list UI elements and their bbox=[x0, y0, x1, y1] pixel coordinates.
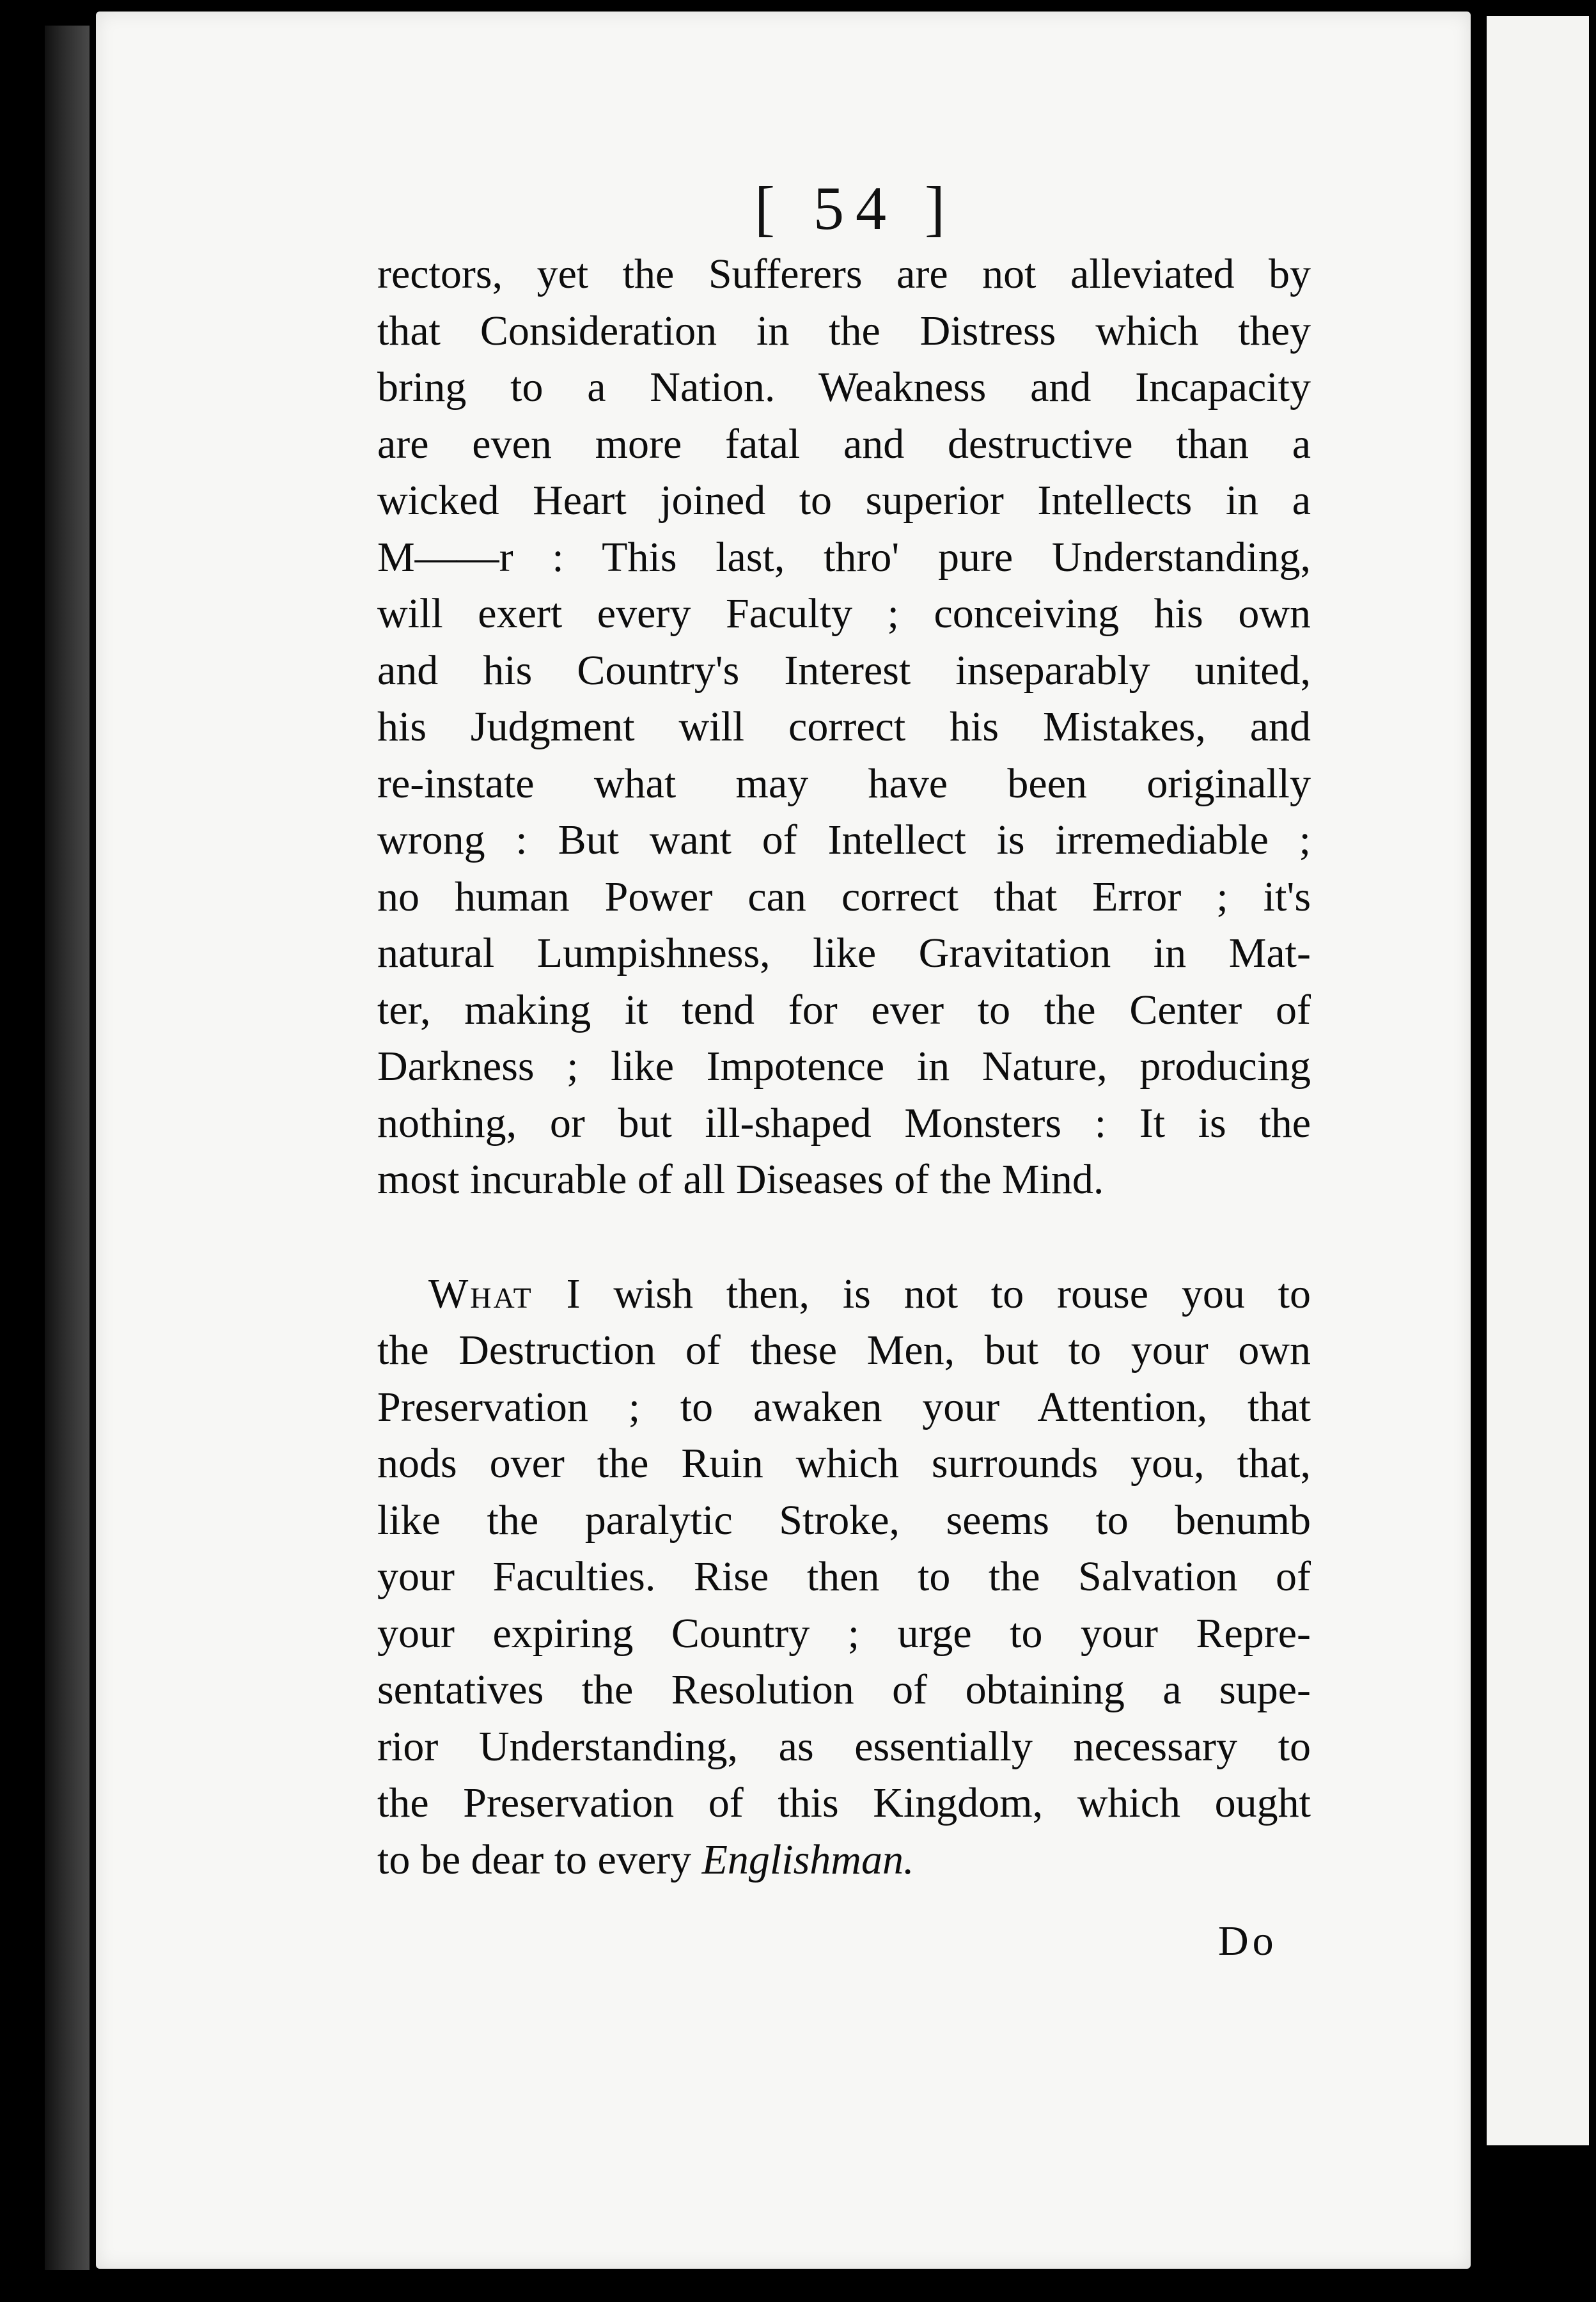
text-line: natural Lumpishness, like Gravitation in Mat- bbox=[377, 930, 1311, 976]
text-line: no human Power can correct that Error ; it's bbox=[377, 873, 1311, 920]
text-line: are even more fatal and destructive than a bbox=[377, 420, 1311, 467]
text-line bbox=[377, 1266, 1311, 1323]
text-line: wicked Heart joined to superior Intellects in a bbox=[377, 477, 1311, 524]
text-segment: to be dear to every bbox=[377, 1836, 702, 1883]
text-line: the Preservation of this Kingdom, which ought bbox=[377, 1780, 1311, 1826]
text-line: Preservation ; to awaken your Attention, that bbox=[377, 1383, 1311, 1430]
text-line: most incurable of all Diseases of the Mind. bbox=[377, 1156, 1104, 1203]
text-line: rior Understanding, as essentially necessary to bbox=[377, 1723, 1311, 1770]
gutter bbox=[1471, 16, 1487, 2145]
text-line: wrong : But want of Intellect is irremediable ; bbox=[377, 817, 1311, 863]
page-number: [ 54 ] bbox=[755, 174, 957, 242]
text-line: M——r : This last, thro' pure Understanding, bbox=[377, 533, 1311, 581]
text-line: ter, making it tend for ever to the Center of bbox=[377, 986, 1311, 1033]
text-line: the Destruction of these Men, but to your own bbox=[377, 1327, 1311, 1374]
facing-page bbox=[1487, 16, 1589, 2145]
text-segment: I wish then, is not to rouse you to bbox=[533, 1270, 1311, 1317]
text-line: will exert every Faculty ; conceiving his own bbox=[377, 590, 1311, 637]
text-line: nods over the Ruin which surrounds you, that, bbox=[377, 1440, 1311, 1487]
body-text bbox=[377, 246, 1311, 1888]
text-line: like the paralytic Stroke, seems to benumb bbox=[377, 1496, 1311, 1544]
text-line: that Consideration in the Distress which they bbox=[377, 307, 1311, 354]
text-line: rectors, yet the Sufferers are not alleviated by bbox=[377, 251, 1311, 297]
text-line: bring to a Nation. Weakness and Incapacity bbox=[377, 364, 1311, 411]
paragraph-gap bbox=[377, 1209, 1311, 1266]
text-line: Darkness ; like Impotence in Nature, producing bbox=[377, 1043, 1311, 1090]
text-line: re-instate what may have been originally bbox=[377, 760, 1311, 807]
catchword: Do bbox=[1218, 1918, 1278, 1964]
text-line: your Faculties. Rise then to the Salvation of bbox=[377, 1553, 1311, 1600]
italic-word: Englishman. bbox=[701, 1836, 914, 1883]
paragraph-lead: What bbox=[428, 1270, 533, 1317]
text-line: your expiring Country ; urge to your Repre- bbox=[377, 1609, 1311, 1657]
text-line: his Judgment will correct his Mistakes, and bbox=[377, 703, 1311, 750]
page-edge-shadow bbox=[45, 26, 90, 2270]
text-line: sentatives the Resolution of obtaining a supe- bbox=[377, 1666, 1311, 1713]
text-line: and his Country's Interest inseparably united, bbox=[377, 646, 1311, 694]
text-line: nothing, or but ill-shaped Monsters : It is the bbox=[377, 1099, 1311, 1147]
text-line bbox=[377, 1832, 1311, 1889]
